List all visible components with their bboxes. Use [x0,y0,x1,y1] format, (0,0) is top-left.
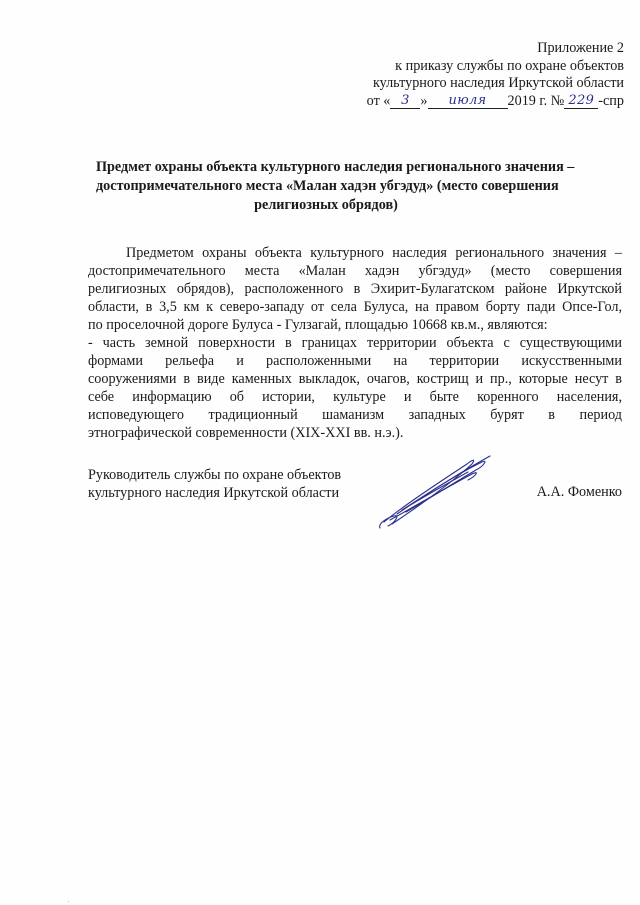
order-prefix: от « [366,92,391,109]
title-line-1: Предмет охраны объекта культурного наследия регионального значения – [96,159,575,175]
appendix-header [294,40,624,110]
order-day-handwritten: 3 [401,92,410,108]
title-line-2: достопримечательного места «Малан хадэн убгэдуд» (место совершения [96,178,559,194]
body-line-5: по проселочной дороге Булуса - Гулзагай, площадью 10668 кв.м., являются: [88,317,548,333]
body-line-8: сооружениями в виде каменных выкладок, очагов, кострищ и пр., которые несут в [88,371,622,387]
scan-speck [68,901,69,902]
body-line-2: достопримечательного места «Малан хадэн убгэдуд» (место совершения [88,263,622,279]
body-line-10: исповедующего традиционный шаманизм западных бурят в период [88,407,622,423]
title-line-3: религиозных обрядов) [254,197,398,213]
document-title [96,158,575,215]
appendix-number: Приложение 2 [537,40,624,56]
handwritten-signature [372,452,512,532]
order-mid: » [420,92,428,109]
signatory-position-line-2: культурного наследия Иркутской области [88,485,340,501]
body-line-7: формами рельефа и расположенными на территории искусственными [88,353,622,369]
order-date-number [294,93,624,111]
body-paragraph [88,244,622,442]
order-year-text: 2019 г. № [507,92,565,109]
order-number-field [564,93,598,109]
body-line-1: Предметом охраны объекта культурного наследия регионального значения – [126,245,622,261]
order-number-handwritten: 229 [568,92,595,108]
body-line-3: религиозных обрядов), расположенного в Эхирит-Булагатском районе Иркутской [88,281,622,297]
body-line-4: области, в 3,5 км к северо-западу от села Булуса, на правом борту пади Опсе-Гол, [88,299,622,315]
order-month-handwritten: июля [448,92,487,108]
signatory-position [88,466,341,502]
order-month-field [428,93,508,109]
body-line-9: себе информацию об истории, культуре и быте коренного населения, [88,389,622,405]
body-line-6: - часть земной поверхности в границах территории объекта с существующими [88,335,622,351]
signatory-position-line-1: Руководитель службы по охране объектов [88,467,342,483]
order-day-field [390,93,420,109]
signatory-name: А.А. Фоменко [536,484,622,500]
order-suffix: -спр [598,92,624,109]
body-line-11: этнографической современности (XIX-XXI вв. н.э.). [88,425,404,441]
appendix-order-ref: к приказу службы по охране объектов [395,57,624,74]
appendix-authority: культурного наследия Иркутской области [372,75,624,91]
